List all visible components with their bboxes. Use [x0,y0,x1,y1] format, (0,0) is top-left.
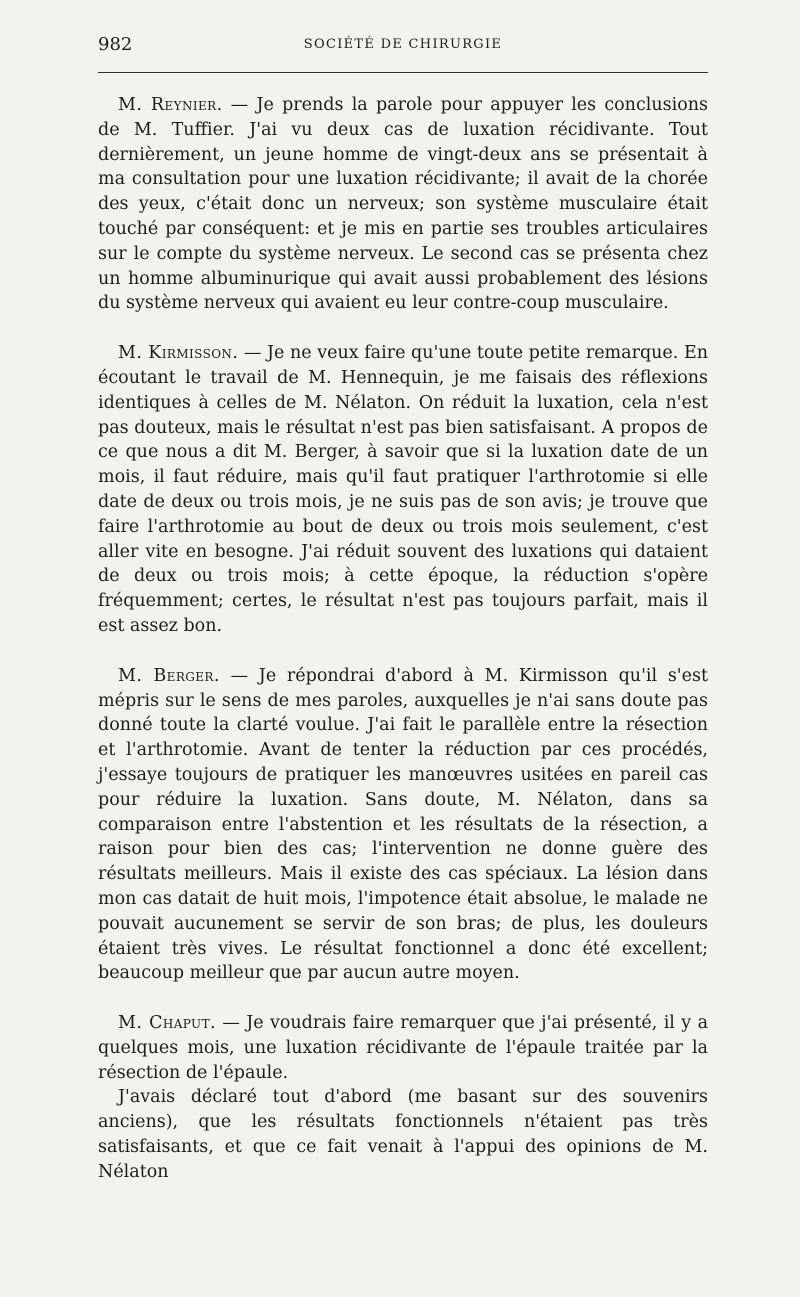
paragraph-kirmisson [98,341,708,639]
paragraph-reynier [98,93,708,316]
paragraph-text: — Je répondrai d'abord à M. Kirmisson qu'il s'est mépris sur le sens de mes paroles, auxquelles je n'ai sans doute pas donné toute la clarté voulue. J'ai fait le parallèle entre la résection et l'arthrotomie. Avant de tenter la réduction par ces procédés, j'essaye toujours de pratiquer les manœuvres usitées en pareil cas pour réduire la luxation. Sans doute, M. Nélaton, dans sa comparaison entre l'abstention et les résultats de la résection, a raison pour bien des cas; l'intervention ne donne guère des résultats meilleurs. Mais il existe des cas spéciaux. La lésion dans mon cas datait de huit mois, l'impotence était absolue, le malade ne pouvait aucunement se servir de son bras; de plus, les douleurs étaient très vives. Le résultat fonctionnel a donc été excellent; beaucoup meilleur que par aucun autre moyen. [98,665,708,984]
speaker-name: M. Reynier. [118,95,223,115]
page-body [98,93,708,1185]
header-rule [98,72,708,73]
page-header [98,34,708,58]
paragraph-text: — Je ne veux faire qu'une toute petite remarque. En écoutant le travail de M. Hennequin, je me faisais des réflexions identiques à celles de M. Nélaton. On réduit la luxation, cela n'est pas douteux, mais le résultat n'est pas bien satisfaisant. A propos de ce que nous a dit M. Berger, à savoir que si la luxation date de un mois, il faut réduire, mais qu'il faut pratiquer l'arthrotomie si elle date de deux ou trois mois, je ne suis pas de son avis; je trouve que faire l'arthrotomie au bout de deux ou trois mois seulement, c'est aller vite en besogne. J'ai réduit souvent des luxations qui dataient de deux ou trois mois; à cette époque, la réduction s'opère fréquemment; certes, le résultat n'est pas toujours parfait, mais il est assez bon. [98,343,708,636]
speaker-name: M. Kirmisson. [118,343,239,364]
page-number: 982 [98,34,133,55]
paragraph-berger [98,664,708,986]
running-head: SOCIÉTÉ DE CHIRURGIE [303,37,503,52]
speaker-name: M. Berger. [118,665,220,686]
paragraph-text: J'avais déclaré tout d'abord (me basant sur des souvenirs anciens), que les résultats fonctionnels n'étaient pas très satisfaisants, et que ce fait venait à l'appui des opinions de M. Nélaton [98,1087,708,1182]
speaker-name: M. Chaput. [118,1013,216,1034]
paragraph-continuation [98,1085,708,1184]
paragraph-text: — Je prends la parole pour appuyer les conclusions de M. Tuffier. J'ai vu deux cas de luxation récidivante. Tout dernièrement, un jeune homme de vingt-deux ans se présentait à ma consultation pour une luxation récidivante; il avait de la chorée des yeux, c'était donc un nerveux; son système musculaire était touché par conséquent: et je mis en partie ses troubles articulaires sur le compte du système nerveux. Le second cas se présenta chez un homme albuminurique qui avait aussi probablement des lésions du système nerveux qui avaient eu leur contre-coup musculaire. [98,95,708,314]
paragraph-chaput [98,1011,708,1085]
paragraph-text: — Je voudrais faire remarquer que j'ai présenté, il y a quelques mois, une luxation récidivante de l'épaule traitée par la résection de l'épaule. [98,1013,709,1083]
